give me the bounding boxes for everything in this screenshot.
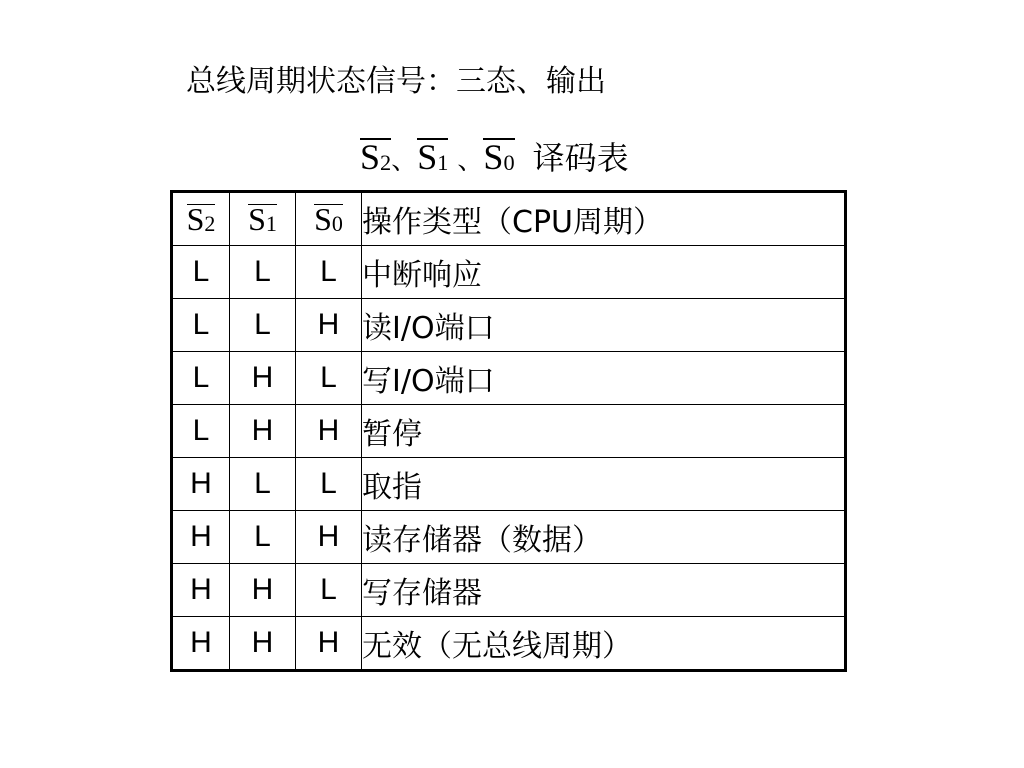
cell-operation: 写存储器 bbox=[362, 564, 846, 617]
cell-s0: L bbox=[296, 564, 362, 617]
table-row bbox=[172, 458, 846, 511]
cell-operation: 取指 bbox=[362, 458, 846, 511]
cell-s0: H bbox=[296, 511, 362, 564]
cell-s1: H bbox=[230, 617, 296, 671]
header-s0: $S_0$ bbox=[296, 192, 362, 246]
cell-s1: L bbox=[230, 458, 296, 511]
cell-s2: L bbox=[172, 246, 230, 299]
cell-s1: H bbox=[230, 352, 296, 405]
header-operation-type: 操作类型（CPU周期） bbox=[362, 192, 846, 246]
title-signal-s0: $S_0$ bbox=[483, 137, 515, 177]
cell-operation: 暂停 bbox=[362, 405, 846, 458]
header-s2: $S_2$ bbox=[172, 192, 230, 246]
cell-s0: H bbox=[296, 617, 362, 671]
table-header-row bbox=[172, 192, 846, 246]
title-separator: 、 bbox=[457, 146, 484, 176]
cell-s1: L bbox=[230, 511, 296, 564]
table-row bbox=[172, 511, 846, 564]
cell-s0: L bbox=[296, 458, 362, 511]
title-separator: 、 bbox=[391, 146, 418, 176]
cell-operation: 无效（无总线周期） bbox=[362, 617, 846, 671]
cell-s1: L bbox=[230, 299, 296, 352]
cell-s1: L bbox=[230, 246, 296, 299]
cell-s2: L bbox=[172, 299, 230, 352]
cell-s1: H bbox=[230, 564, 296, 617]
table-row bbox=[172, 299, 846, 352]
cell-s1: H bbox=[230, 405, 296, 458]
title-signal-s1: $S_1$ bbox=[417, 137, 449, 177]
table-row bbox=[172, 564, 846, 617]
title-text: 译码表 bbox=[532, 139, 629, 177]
cell-operation: 写I/O端口 bbox=[362, 352, 846, 405]
decode-table bbox=[170, 190, 847, 672]
cell-operation: 读I/O端口 bbox=[362, 299, 846, 352]
slide-heading: 总线周期状态信号：三态、输出 bbox=[186, 64, 606, 99]
table-row bbox=[172, 246, 846, 299]
cell-s2: H bbox=[172, 564, 230, 617]
table-row bbox=[172, 405, 846, 458]
cell-s0: L bbox=[296, 352, 362, 405]
header-s1: $S_1$ bbox=[230, 192, 296, 246]
cell-s2: H bbox=[172, 511, 230, 564]
cell-s0: H bbox=[296, 299, 362, 352]
cell-operation: 中断响应 bbox=[362, 246, 846, 299]
table-title bbox=[360, 134, 629, 185]
cell-s2: L bbox=[172, 405, 230, 458]
cell-s2: H bbox=[172, 617, 230, 671]
table-row bbox=[172, 352, 846, 405]
title-signal-s2: $S_2$ bbox=[360, 137, 392, 177]
cell-s2: H bbox=[172, 458, 230, 511]
cell-operation: 读存储器（数据） bbox=[362, 511, 846, 564]
table-row bbox=[172, 617, 846, 671]
cell-s0: H bbox=[296, 405, 362, 458]
cell-s2: L bbox=[172, 352, 230, 405]
cell-s0: L bbox=[296, 246, 362, 299]
